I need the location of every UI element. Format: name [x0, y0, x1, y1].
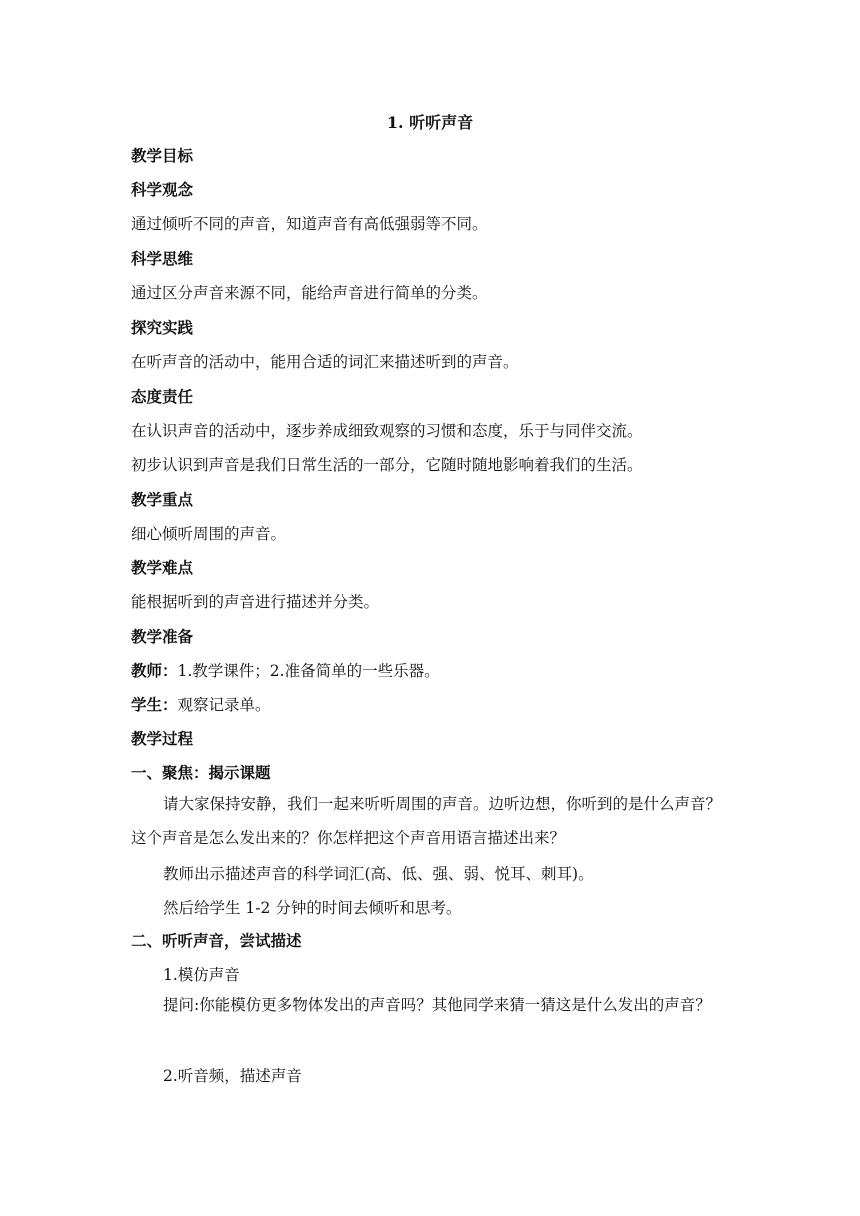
science-concept-heading: 科学观念: [131, 181, 194, 199]
teaching-goals-heading: 教学目标: [131, 147, 194, 165]
teacher-preparation: [131, 660, 741, 682]
attitude-text-1: 在认识声音的活动中，逐步养成细致观察的习惯和态度，乐于与同伴交流。: [131, 422, 643, 440]
teacher-text: 1.教学课件；2.准备简单的一些乐器。: [177, 662, 440, 680]
student-label: 学生：: [131, 696, 178, 714]
section1-paragraph-2: 教师出示描述声音的科学词汇(高、低、强、弱、悦耳、刺耳)。: [163, 865, 594, 883]
key-points-text: 细心倾听周围的声音。: [131, 525, 287, 543]
difficulties-heading: 教学难点: [131, 559, 194, 577]
section2-item-2: 2.听音频，描述声音: [163, 1067, 302, 1085]
attitude-text-2: 初步认识到声音是我们日常生活的一部分，它随时随地影响着我们的生活。: [131, 456, 643, 474]
difficulties-text: 能根据听到的声音进行描述并分类。: [131, 593, 380, 611]
key-points-heading: 教学重点: [131, 491, 194, 509]
inquiry-practice-text: 在听声音的活动中，能用合适的词汇来描述听到的声音。: [131, 353, 519, 371]
section2-heading: 二、听听声音，尝试描述: [131, 932, 302, 950]
process-heading: 教学过程: [131, 730, 194, 748]
science-thinking-heading: 科学思维: [131, 250, 194, 268]
section1-paragraph-1: 请大家保持安静，我们一起来听听周围的声音。边听边想，你听到的是什么声音？这个声音是怎么发出来的？你怎样把这个声音用语言描述出来？: [131, 795, 722, 847]
student-text: 观察记录单。: [177, 696, 271, 714]
attitude-heading: 态度责任: [131, 388, 194, 406]
teacher-label: 教师：: [131, 662, 178, 680]
section2-item-1: 1.模仿声音: [163, 966, 240, 984]
lesson-title: 1. 听听声音: [386, 113, 474, 132]
science-concept-text: 通过倾听不同的声音，知道声音有高低强弱等不同。: [131, 215, 488, 233]
science-thinking-text: 通过区分声音来源不同，能给声音进行简单的分类。: [131, 284, 488, 302]
preparation-heading: 教学准备: [131, 628, 194, 646]
section1-heading: 一、聚焦：揭示课题: [131, 764, 271, 782]
inquiry-practice-heading: 探究实践: [131, 319, 194, 337]
section2-paragraph-1: 提问:你能模仿更多物体发出的声音吗？其他同学来猜一猜这是什么发出的声音？: [163, 996, 711, 1014]
student-preparation: [131, 694, 741, 716]
section1-paragraph-3: 然后给学生 1-2 分钟的时间去倾听和思考。: [163, 899, 462, 917]
